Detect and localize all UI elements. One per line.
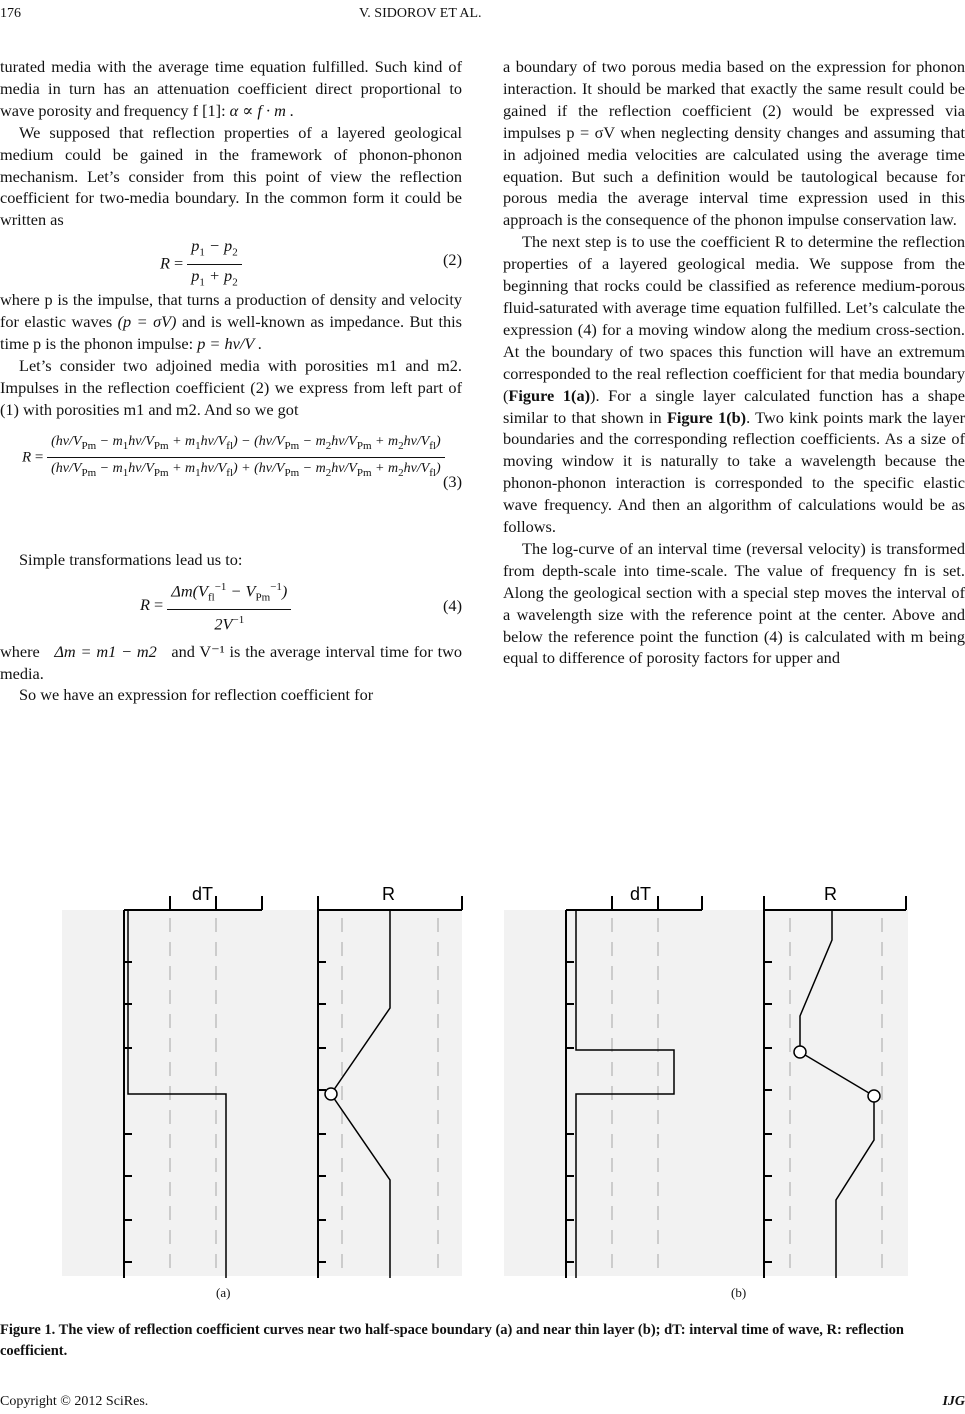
paragraph: Let’s consider two adjoined media with porosities m1 and m2. Impulses in the reflection coefficient (2) we express from left part of (1) with porosities m1 and m2. And so we got [0,355,462,419]
right-column [503,56,965,669]
paragraph: We supposed that reflection properties of a layered geological medium could be gained in the framework of phonon-phonon mechanism. Let’s consider from this point of view the reflection coefficient for two-media boundary. In the common form it could be written as [0,122,462,230]
page-number: 176 [0,6,21,21]
equation-2: R = $\frac{p_1 - p_2}{p_1 + p_2}$ (2) [160,236,462,289]
left-column [0,56,462,706]
paragraph: Simple transformations lead us to: [19,549,243,569]
equation-3: R = $(h\nu/V_{Pm} - m_1h\nu/V_{Pm} + m_1h\nu/V_{fl}) - (h\nu/V_{Pm} - m_2h\nu/V_{Pm} + m_2h\nu/V_{fl})$ $(h\nu/V_{Pm} - m_1h\nu/V_{Pm} + m_1h\nu/V_{fl}) + (h\nu/V_{Pm} - m_2h\nu/V_{Pm} + m_2h\nu/V_{fl})$ (3) [0,421,462,549]
paragraph: a boundary of two porous media based on the expression for phonon interaction. It should be marked that exactly the same result could be gained if the reflection coefficient (2) would be expressed via impulses p = σV when neglecting density changes and assuming that in adjoined media velocities are calculated using the average time equation. But such a definition would be tautological because for porous media the average interval time expression used in this approach is the consequence of the phonon impulse conservation law. [503,57,965,230]
paragraph: The next step is to use the coefficient R to determine the reflection properties of a layered geological media. We suppose from the beginning that rocks could be classified as reference medium-porous fluid-saturated with average time equation fulfilled. Let’s calculate the expression (4) for a moving window along the medium cross-section. At the boundary of two spaces this function will have an extremum corresponded to the real reflection coefficient for that media boundary (Figure 1(a)). For a single layer calculated function has a shape similar to that shown in Figure 1(b). Two kink points mark the layer boundaries and the corresponding reflection coefficients. As a size of moving window it is naturally to take a wavelength because the phonon-phonon interaction is corresponded to the specific elastic wave frequency. And then an algorithm of calculations would be as follows. [503,232,965,537]
paragraph: So we have an expression for reflection coefficient for [19,685,374,705]
figure-caption: Figure 1. The view of reflection coefficient curves near two half-space boundary (a) and near thin layer (b); dT: interval time of wave, R: reflection coefficient. [0,1322,904,1359]
track-R-title: R [382,884,395,904]
panel-b-label: (b) [731,1285,747,1300]
panel-a-label: (a) [216,1285,231,1300]
paragraph: turated media with the average time equation fulfilled. Such kind of media in turn has an attenuation coefficient direct proportional to wave porosity and frequency f [1]: α ∝ f · m . [0,57,462,120]
journal-name: IJG [942,1394,965,1409]
equation-4: R = $\frac{\Delta m(V_{fl}^{-1} - V_{Pm}^{-1})}{2V^{-1}}$ (4) [0,571,462,641]
track-R-title: R [824,884,837,904]
track-dT-title: dT [192,884,214,904]
paragraph: The log-curve of an interval time (reversal velocity) is transformed from depth-scale into time-scale. The value of frequency fn is set. Along the geological section with a special step moves the interval of a wavelength size with the reference point at the center. Above and below the reference point the function (4) is calculated with m being equal to difference of porosity factors for upper and [503,538,965,668]
paragraph: where p is the impulse, that turns a production of density and velocity for elastic waves (p = σV) and is well-known as impedance. But this time p is the phonon impulse: p = hν/V . [0,290,462,354]
track-dT-title: dT [630,884,652,904]
figure-1 [50,878,930,1278]
panel-a [62,884,462,1278]
kink-marker-lower [868,1090,880,1102]
copyright: Copyright © 2012 SciRes. [0,1394,149,1409]
running-title: V. SIDOROV ET AL. [359,6,482,21]
paragraph: where Δm = m1 − m2 and V⁻¹ is the average interval time for two media. [0,641,463,683]
kink-marker-upper [794,1046,806,1058]
panel-b [504,884,908,1278]
extremum-marker [325,1088,337,1100]
